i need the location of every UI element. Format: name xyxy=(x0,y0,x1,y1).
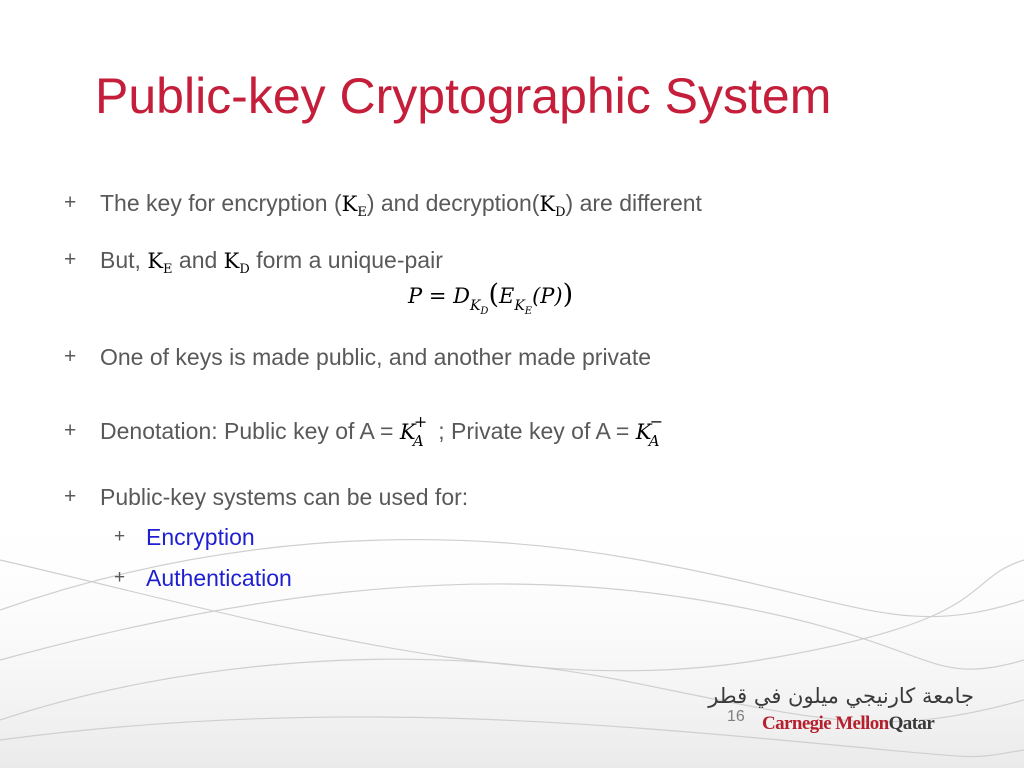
private-key-symbol: K − A xyxy=(635,412,664,450)
key-symbol-decryption: $K_D$ xyxy=(223,249,250,278)
bullet-marker: + xyxy=(64,248,77,271)
bullet-text xyxy=(100,246,443,284)
bullet-item-uses xyxy=(0,483,1024,513)
bullet-text: One of keys is made public, and another made private xyxy=(100,344,652,370)
bullet-marker: + xyxy=(64,485,77,508)
bullet-text-part: The key for encryption ( xyxy=(100,190,342,216)
sub-bullet-marker: + xyxy=(114,526,126,547)
slide-title: Public-key Cryptographic System xyxy=(95,68,832,124)
bullet-text-part: and xyxy=(172,247,224,273)
bullet-text-part: Denotation: Public key of A = xyxy=(100,418,400,444)
bullet-text: Public-key systems can be used for: xyxy=(100,484,469,510)
bullet-text-part: ) and decryption( xyxy=(366,190,540,216)
bullet-text-part: form a unique-pair xyxy=(249,247,443,273)
key-symbol-encryption: $K_E$ xyxy=(341,192,367,221)
bullet-text-part: But, xyxy=(100,247,148,273)
bullet-text xyxy=(100,412,668,450)
bullet-text-part: ) are different xyxy=(565,190,702,216)
bullet-item-key-difference xyxy=(0,189,1024,219)
sub-item-encryption xyxy=(0,523,1024,553)
bullet-text xyxy=(100,189,702,227)
key-symbol-encryption: $K_E$ xyxy=(147,249,173,278)
logo-english-text: Carnegie MellonQatar xyxy=(762,713,935,734)
bullet-item-denotation xyxy=(0,412,1024,453)
bullet-marker: + xyxy=(64,419,77,442)
bullet-marker: + xyxy=(64,345,77,368)
bullet-text-part: ; Private key of A = xyxy=(431,418,636,444)
bullet-marker: + xyxy=(64,191,77,214)
bullet-item-public-private xyxy=(0,343,1024,373)
page-number: 16 xyxy=(727,708,745,725)
sub-item-label: Encryption xyxy=(146,524,255,550)
decryption-equation: $P = D_{KD}(E_{KE}(P))$ xyxy=(408,279,574,317)
sub-item-label: Authentication xyxy=(146,565,292,591)
sub-bullet-marker: + xyxy=(114,567,126,588)
public-key-symbol: K + A xyxy=(399,412,428,450)
logo-arabic-text: جامعة كارنيجي ميلون في قطر xyxy=(708,684,974,708)
key-symbol-decryption: $K_D$ xyxy=(539,192,566,221)
bullet-item-unique-pair xyxy=(0,246,1024,276)
sub-item-authentication xyxy=(0,564,1024,594)
